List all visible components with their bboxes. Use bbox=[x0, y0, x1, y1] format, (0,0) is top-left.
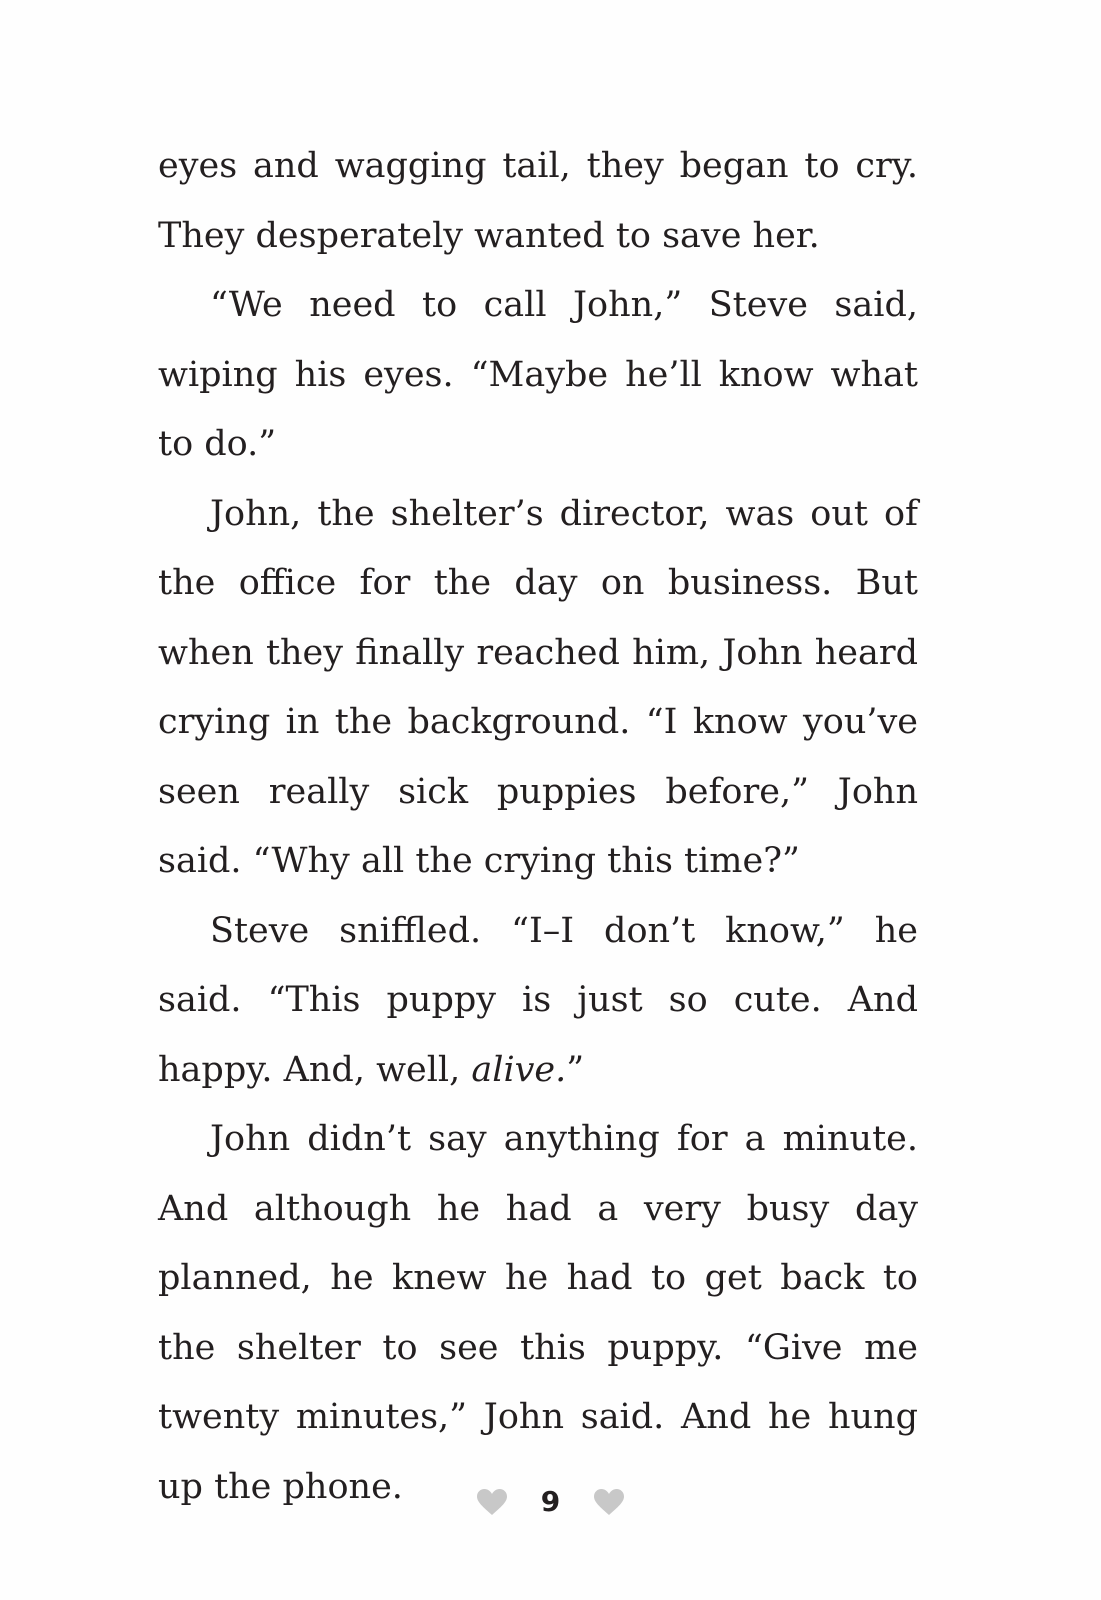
paragraph bbox=[158, 271, 918, 480]
page-number: 9 bbox=[540, 1485, 561, 1518]
text-segment: Steve sniffled. “I–I don’t know,” he said. “This puppy is just so cute. And happy. And, well, bbox=[158, 910, 918, 1090]
body-text bbox=[158, 132, 918, 1522]
paragraph bbox=[158, 897, 918, 1106]
text-segment: ” bbox=[566, 1049, 585, 1090]
text-segment: John didn’t say anything for a minute. And although he had a very busy day planned, he knew he had to get back to the shelter to see this puppy. “Give me twenty minutes,” John said. And he hung up the phone. bbox=[158, 1119, 918, 1507]
heart-icon bbox=[477, 1489, 507, 1516]
text-segment: “We need to call John,” Steve said, wiping his eyes. “Maybe he’ll know what to do.” bbox=[158, 285, 918, 464]
text-segment: John, the shelter’s director, was out of the office for the day on business. But when they finally reached him, John heard crying in the background. “I know you’ve seen really sick puppies before,” John said. “Why all the crying this time?” bbox=[158, 493, 918, 881]
heart-icon bbox=[594, 1489, 624, 1516]
text-segment: eyes and wagging tail, they began to cry. They desperately wanted to save her. bbox=[158, 146, 918, 256]
paragraph bbox=[158, 132, 918, 271]
paragraph bbox=[158, 480, 918, 897]
italic-text-segment: alive. bbox=[471, 1049, 567, 1090]
page-footer bbox=[0, 1480, 1101, 1524]
paragraph bbox=[158, 1105, 918, 1522]
